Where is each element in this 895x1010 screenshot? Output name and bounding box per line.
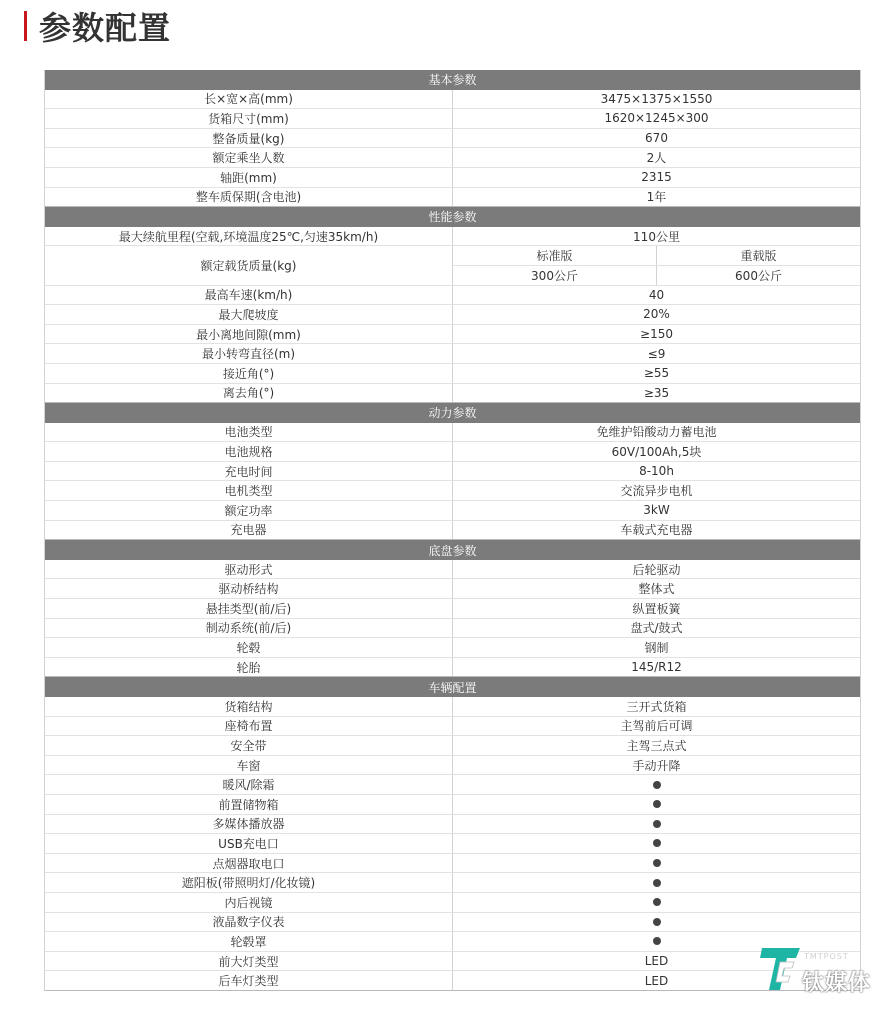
row-label: 最高车速(km/h) (45, 286, 453, 305)
row-value: 主驾三点式 (626, 738, 687, 753)
row-label: 接近角(°) (45, 364, 453, 383)
row-label: 货箱尺寸(mm) (45, 109, 453, 128)
row-value (453, 854, 860, 873)
row-label: 驱动形式 (45, 560, 453, 579)
table-row (45, 305, 860, 325)
row-label: 驱动桥结构 (45, 579, 453, 598)
standard-feature-dot-icon (653, 937, 661, 945)
table-row (45, 913, 860, 933)
table-row (45, 109, 860, 129)
row-label: 电池类型 (45, 423, 453, 442)
table-row (45, 168, 860, 188)
table-row (45, 364, 860, 384)
row-value (453, 795, 860, 814)
watermark-text: 钛媒体 (802, 971, 872, 996)
tmtpost-logo-icon (760, 946, 802, 992)
section-header: 动力参数 (45, 403, 860, 423)
row-value: 三开式货箱 (626, 699, 687, 714)
row-label: 悬挂类型(前/后) (45, 599, 453, 618)
row-label: 货箱结构 (45, 697, 453, 716)
table-row (45, 795, 860, 815)
section-header: 车辆配置 (45, 677, 860, 697)
table-row (45, 854, 860, 874)
table-row (45, 697, 860, 717)
spec-table (44, 70, 861, 991)
table-row (45, 129, 860, 149)
row-label: 充电器 (45, 521, 453, 540)
table-row (45, 971, 860, 991)
split-value-group (453, 246, 860, 284)
section-header: 基本参数 (45, 70, 860, 90)
row-value: LED (644, 973, 669, 988)
row-label: 整备质量(kg) (45, 129, 453, 148)
row-label: 车窗 (45, 756, 453, 775)
row-value: 1620×1245×300 (604, 111, 709, 126)
table-row (45, 462, 860, 482)
page-header (24, 6, 171, 46)
row-value (453, 893, 860, 912)
row-label: 轮毂罩 (45, 932, 453, 951)
row-value: 40 (648, 287, 665, 302)
table-row (45, 442, 860, 462)
table-row (45, 246, 860, 285)
variant-name: 重载版 (656, 246, 860, 265)
row-label: 液晶数字仪表 (45, 913, 453, 932)
row-label: 后车灯类型 (45, 971, 453, 990)
row-value: 盘式/鼓式 (630, 621, 683, 636)
table-row (45, 148, 860, 168)
row-label: 充电时间 (45, 462, 453, 481)
section-header: 底盘参数 (45, 540, 860, 560)
row-label: 离去角(°) (45, 384, 453, 403)
table-row (45, 344, 860, 364)
row-label: 前大灯类型 (45, 952, 453, 971)
row-label: 内后视镜 (45, 893, 453, 912)
standard-feature-dot-icon (653, 781, 661, 789)
table-row (45, 658, 860, 678)
row-label: 轮毂 (45, 638, 453, 657)
standard-feature-dot-icon (653, 800, 661, 808)
section-header: 性能参数 (45, 207, 860, 227)
row-value: ≥150 (640, 327, 673, 342)
row-value: 2人 (646, 151, 667, 166)
row-label: 长×宽×高(mm) (45, 90, 453, 109)
table-row (45, 579, 860, 599)
row-value: 20% (643, 307, 670, 322)
row-value: 主驾前后可调 (620, 719, 693, 734)
row-value: 8-10h (639, 464, 674, 479)
row-label: 遮阳板(带照明灯/化妆镜) (45, 873, 453, 892)
watermark-logo (760, 946, 880, 996)
row-value (453, 913, 860, 932)
row-value (453, 873, 860, 892)
row-label: 额定乘坐人数 (45, 148, 453, 167)
row-value: 670 (645, 131, 668, 146)
standard-feature-dot-icon (653, 898, 661, 906)
table-row (45, 481, 860, 501)
table-row (45, 521, 860, 541)
standard-feature-dot-icon (653, 879, 661, 887)
standard-feature-dot-icon (653, 859, 661, 867)
table-row (45, 756, 860, 776)
table-row (45, 834, 860, 854)
row-value: 2315 (641, 170, 672, 185)
variant-value: 600公斤 (656, 266, 860, 285)
row-value: LED (644, 954, 669, 969)
table-row (45, 501, 860, 521)
row-value: 钢制 (644, 641, 669, 656)
row-label: 前置储物箱 (45, 795, 453, 814)
row-value: 110公里 (633, 229, 680, 244)
row-label: 电机类型 (45, 481, 453, 500)
row-value: 纵置板簧 (632, 601, 681, 616)
table-row (45, 227, 860, 247)
table-row (45, 638, 860, 658)
row-label: 轮胎 (45, 658, 453, 677)
row-value: 车载式充电器 (620, 523, 693, 538)
row-label: 暖风/除霜 (45, 775, 453, 794)
table-row (45, 188, 860, 208)
row-label: 电池规格 (45, 442, 453, 461)
standard-feature-dot-icon (653, 839, 661, 847)
table-row (45, 717, 860, 737)
table-row (45, 873, 860, 893)
variant-value: 300公斤 (531, 268, 578, 283)
row-value (453, 834, 860, 853)
row-label: 制动系统(前/后) (45, 619, 453, 638)
row-value: ≥35 (643, 385, 670, 400)
row-label: 点烟器取电口 (45, 854, 453, 873)
row-value: 整体式 (638, 582, 675, 597)
row-value (453, 775, 860, 794)
table-row (45, 775, 860, 795)
row-value: 3475×1375×1550 (600, 91, 713, 106)
table-row (45, 815, 860, 835)
standard-feature-dot-icon (653, 918, 661, 926)
row-value (453, 815, 860, 834)
variant-name: 标准版 (536, 249, 573, 264)
row-value: 手动升降 (632, 758, 681, 773)
table-row (45, 893, 860, 913)
table-row (45, 384, 860, 404)
watermark-small-text: TMTPOST (804, 952, 849, 961)
title-accent-bar (24, 11, 27, 41)
row-label: 最大爬坡度 (45, 305, 453, 324)
table-row (45, 619, 860, 639)
split-value-line (453, 265, 860, 285)
page-title: 参数配置 (39, 9, 172, 47)
row-label: 座椅布置 (45, 717, 453, 736)
table-row (45, 560, 860, 580)
table-row (45, 325, 860, 345)
table-row (45, 423, 860, 443)
row-label: 额定载货质量(kg) (45, 246, 453, 284)
row-label: 安全带 (45, 736, 453, 755)
row-label: 整车质保期(含电池) (45, 188, 453, 207)
split-header-line (453, 246, 860, 265)
row-value: ≤9 (647, 346, 666, 361)
table-row (45, 599, 860, 619)
row-value: 后轮驱动 (632, 562, 681, 577)
row-value: 免维护铅酸动力蓄电池 (596, 425, 717, 440)
row-value: 1年 (646, 190, 667, 205)
table-row (45, 952, 860, 972)
standard-feature-dot-icon (653, 820, 661, 828)
table-row (45, 932, 860, 952)
row-label: 最小离地间隙(mm) (45, 325, 453, 344)
table-row (45, 286, 860, 306)
row-label: USB充电口 (45, 834, 453, 853)
row-value: 60V/100Ah,5块 (611, 445, 702, 460)
row-value: 3kW (643, 503, 670, 518)
row-value: 交流异步电机 (620, 484, 693, 499)
row-label: 轴距(mm) (45, 168, 453, 187)
table-row (45, 90, 860, 110)
table-row (45, 736, 860, 756)
row-value: ≥55 (643, 366, 670, 381)
row-label: 最大续航里程(空载,环境温度25℃,匀速35km/h) (45, 227, 453, 246)
row-label: 多媒体播放器 (45, 815, 453, 834)
row-label: 额定功率 (45, 501, 453, 520)
row-value: 145/R12 (631, 660, 682, 675)
row-label: 最小转弯直径(m) (45, 344, 453, 363)
